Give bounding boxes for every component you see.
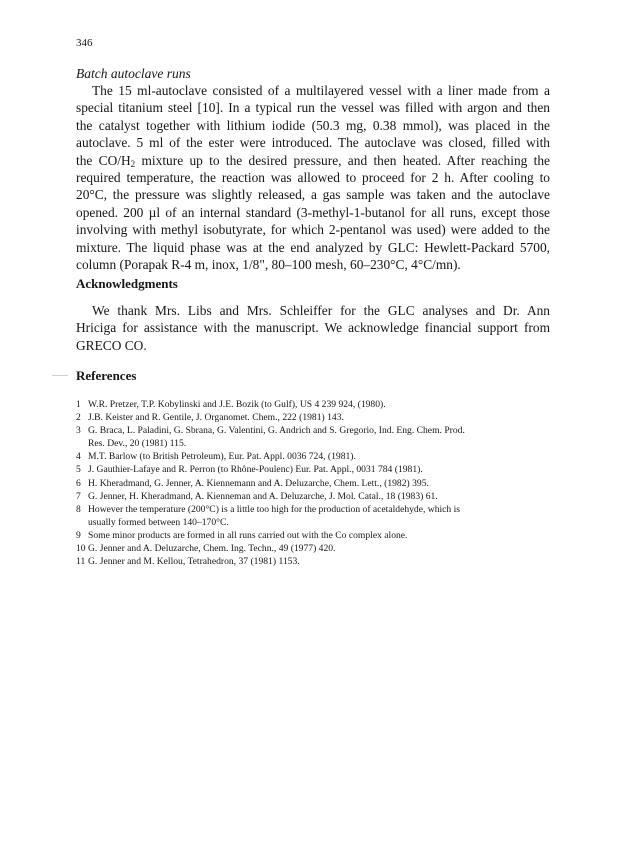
reference-text: G. Jenner and A. Deluzarche, Chem. Ing. Techn., 49 (1977) 420. [88,543,336,555]
batch-line: opened. 200 µl of an internal standard (3-methyl-1-butanol for all runs, except those [76,204,550,220]
batch-line: column (Porapak R-4 m, inox, 1/8", 80–100 mesh, 60–230°C, 4°C/mn). [76,257,461,273]
reference-text: usually formed between 140–170°C. [88,516,229,528]
reference-number: 5 [76,464,81,476]
reference-number: 10 [76,543,86,555]
batch-line: special titanium steel [10]. In a typical run the vessel was filled with argon and then [76,100,550,116]
batch-line: involving with methyl isobutyrate, for which 2-pentanol was used) were added to the [76,222,550,238]
reference-text: Some minor products are formed in all runs carried out with the Co complex alone. [88,529,408,541]
reference-item [76,490,562,503]
batch-line: the catalyst together with lithium iodide (50.3 mg, 0.38 mmol), was placed in the [76,117,550,133]
reference-text: G. Jenner, H. Kheradmand, A. Kienneman and A. Deluzarche, J. Mol. Catal., 18 (1983) 61. [88,490,438,502]
acknowledgments-heading: Acknowledgments [76,276,178,291]
reference-number: 7 [76,490,81,502]
acknowledgments-paragraph [76,302,550,354]
reference-item [76,529,562,542]
reference-number: 6 [76,477,81,489]
ack-line: We thank Mrs. Libs and Mrs. Schleiffer for the GLC analyses and Dr. Ann [92,303,550,318]
batch-line: 20°C, the pressure was slightly released, a gas sample was taken and the autoclave [76,187,550,203]
ack-line: GRECO CO. [76,337,147,353]
subscript-2: 2 [130,158,136,169]
reference-number: 3 [76,425,81,437]
divider [52,375,68,376]
reference-text: M.T. Barlow (to British Petroleum), Eur. Pat. Appl. 0036 724, (1981). [88,451,356,463]
batch-line-rest: mixture up to the desired pressure, and then heated. After reaching the [135,152,551,168]
reference-text: G. Jenner and M. Kellou, Tetrahedron, 37 (1981) 1153. [88,556,300,568]
reference-item [76,503,562,529]
ack-line: Hriciga for assistance with the manuscript. We acknowledge financial support from [76,320,550,336]
reference-text: W.R. Pretzer, T.P. Kobylinski and J.E. Bozik (to Gulf), US 4 239 924, (1980). [88,399,386,410]
reference-number: 4 [76,451,81,463]
reference-text: G. Braca, L. Paladini, G. Sbrana, G. Valentini, G. Andrich and S. Gregorio, Ind. Eng. Chem. Prod. [88,425,465,437]
batch-line: mixture. The liquid phase was at the end analyzed by GLC: Hewlett-Packard 5700, [76,239,550,255]
references-heading: References [76,368,137,383]
reference-item [76,450,562,463]
reference-item [76,477,562,490]
reference-text: Res. Dev., 20 (1981) 115. [88,438,187,450]
reference-number: 2 [76,412,81,424]
reference-item [76,424,562,450]
batch-line: autoclave. 5 ml of the ester were introduced. The autoclave was closed, filled with [76,135,550,151]
reference-text: J.B. Keister and R. Gentile, J. Organomet. Chem., 222 (1981) 143. [88,412,344,424]
reference-number: 9 [76,529,81,541]
batch-line [76,152,550,169]
reference-number: 11 [76,556,86,568]
reference-item [76,542,562,555]
reference-item [76,398,562,411]
reference-item [76,555,562,568]
reference-item [76,411,562,424]
batch-paragraph [76,82,550,273]
formula-co-h: the CO/H [76,152,131,168]
page-number: 346 [76,37,93,49]
reference-item [76,463,562,476]
reference-text: J. Gauthier-Lafaye and R. Perron (to Rhône-Poulenc) Eur. Pat. Appl., 0031 784 (1981). [88,464,423,476]
batch-line: required temperature, the reaction was allowed to proceed for 2 h. After cooling to [76,170,550,186]
batch-heading: Batch autoclave runs [76,66,191,81]
reference-number: 1 [76,399,81,410]
reference-number: 8 [76,503,81,515]
reference-text: However the temperature (200°C) is a little too high for the production of acetaldehyde, which is [88,503,461,515]
reference-text: H. Kheradmand, G. Jenner, A. Kiennemann and A. Deluzarche, Chem. Lett., (1982) 395. [88,477,429,489]
references-list [76,398,562,568]
batch-line: The 15 ml-autoclave consisted of a multilayered vessel with a liner made from a [92,83,550,98]
